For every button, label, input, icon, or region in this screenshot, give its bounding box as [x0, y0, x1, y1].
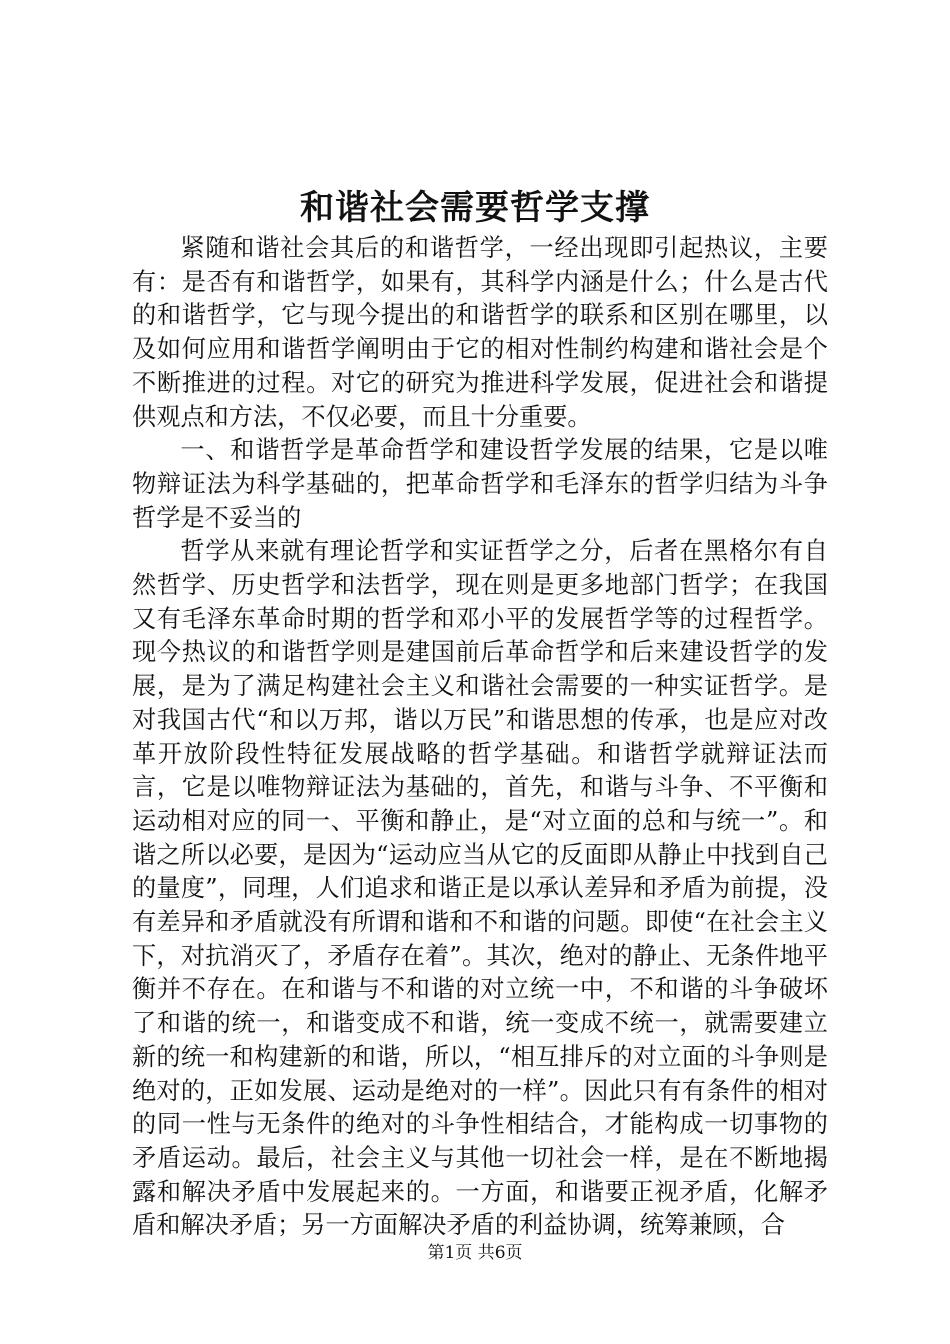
body-paragraph: 哲学从来就有理论哲学和实证哲学之分，后者在黑格尔有自然哲学、历史哲学和法哲学，现在则是更多地部门哲学；在我国又有毛泽东革命时期的哲学和邓小平的发展哲学等的过程哲学。现今热议的和谐哲学则是建国前后革命哲学和后来建设哲学的发展，是为了满足构建社会主义和谐社会需要的一种实证哲学。是对我国古代“和以万邦，谐以万民”和谐思想的传承，也是应对改革开放阶段性特征发展战略的哲学基础。和谐哲学就辩证法而言，它是以唯物辩证法为基础的，首先，和谐与斗争、不平衡和运动相对应的同一、平衡和静止，是“对立面的总和与统一”。和谐之所以必要，是因为“运动应当从它的反面即从静止中找到自己的量度”，同理，人们追求和谐正是以承认差异和矛盾为前提，没有差异和矛盾就没有所谓和谐和不和谐的问题。即使“在社会主义下，对抗消灭了，矛盾存在着”。其次，绝对的静止、无条件地平衡并不存在。在和谐与不和谐的对立统一中，不和谐的斗争破坏了和谐的统一，和谐变成不和谐，统一变成不统一，就需要建立新的统一和构建新的和谐，所以，“相互排斥的对立面的斗争则是绝对的，正如发展、运动是绝对的一样”。因此只有有条件的相对的同一性与无条件的绝对的斗争性相结合，才能构成一切事物的矛盾运动。最后，社会主义与其他一切社会一样，是在不断地揭露和解决矛盾中发展起来的。一方面，和谐要正视矛盾，化解矛盾和解决矛盾；另一方面解决矛盾的利益协调，统筹兼顾，合 — [132, 537, 828, 1240]
intro-paragraph: 紧随和谐社会其后的和谐哲学，一经出现即引起热议，主要有：是否有和谐哲学，如果有，其科学内涵是什么；什么是古代的和谐哲学，它与现今提出的和谐哲学的联系和区别在哪里，以及如何应用和谐哲学阐明由于它的相对性制约构建和谐社会是个不断推进的过程。对它的研究为推进科学发展，促进社会和谐提供观点和方法，不仅必要，而且十分重要。 — [132, 234, 828, 431]
page-number-footer: 第1页 共6页 — [427, 1243, 523, 1263]
document-body — [132, 232, 828, 1243]
document-title: 和谐社会需要哲学支撑 — [300, 188, 650, 228]
section-heading-paragraph: 一、和谐哲学是革命哲学和建设哲学发展的结果，它是以唯物辩证法为科学基础的，把革命哲学和毛泽东的哲学归结为斗争哲学是不妥当的 — [132, 436, 828, 532]
